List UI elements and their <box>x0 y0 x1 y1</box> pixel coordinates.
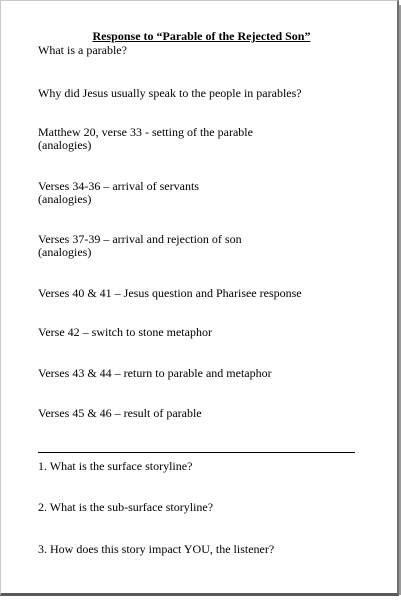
question-sub-surface-storyline: 2. What is the sub-surface storyline? <box>38 500 214 514</box>
section-note-verses-37-39: (analogies) <box>38 245 92 259</box>
section-heading-verses-34-36: Verses 34-36 – arrival of servants <box>38 179 199 193</box>
section-note-verse-33: (analogies) <box>38 138 92 152</box>
section-heading-verse-33: Matthew 20, verse 33 - setting of the parable <box>38 125 253 139</box>
section-note-verses-34-36: (analogies) <box>38 192 92 206</box>
section-heading-verses-40-41: Verses 40 & 41 – Jesus question and Pharisee response <box>38 286 302 300</box>
prompt-why-parables: Why did Jesus usually speak to the people in parables? <box>38 86 302 100</box>
section-heading-verses-45-46: Verses 45 & 46 – result of parable <box>38 406 202 420</box>
section-heading-verses-37-39: Verses 37-39 – arrival and rejection of son <box>38 232 242 246</box>
question-impact-listener: 3. How does this story impact YOU, the listener? <box>38 542 275 556</box>
document-title: Response to “Parable of the Rejected Son” <box>92 29 311 43</box>
horizontal-divider <box>38 452 355 453</box>
section-heading-verse-42: Verse 42 – switch to stone metaphor <box>38 325 212 339</box>
prompt-parable-definition: What is a parable? <box>38 43 127 57</box>
question-surface-storyline: 1. What is the surface storyline? <box>38 459 193 473</box>
section-heading-verses-43-44: Verses 43 & 44 – return to parable and metaphor <box>38 366 272 380</box>
